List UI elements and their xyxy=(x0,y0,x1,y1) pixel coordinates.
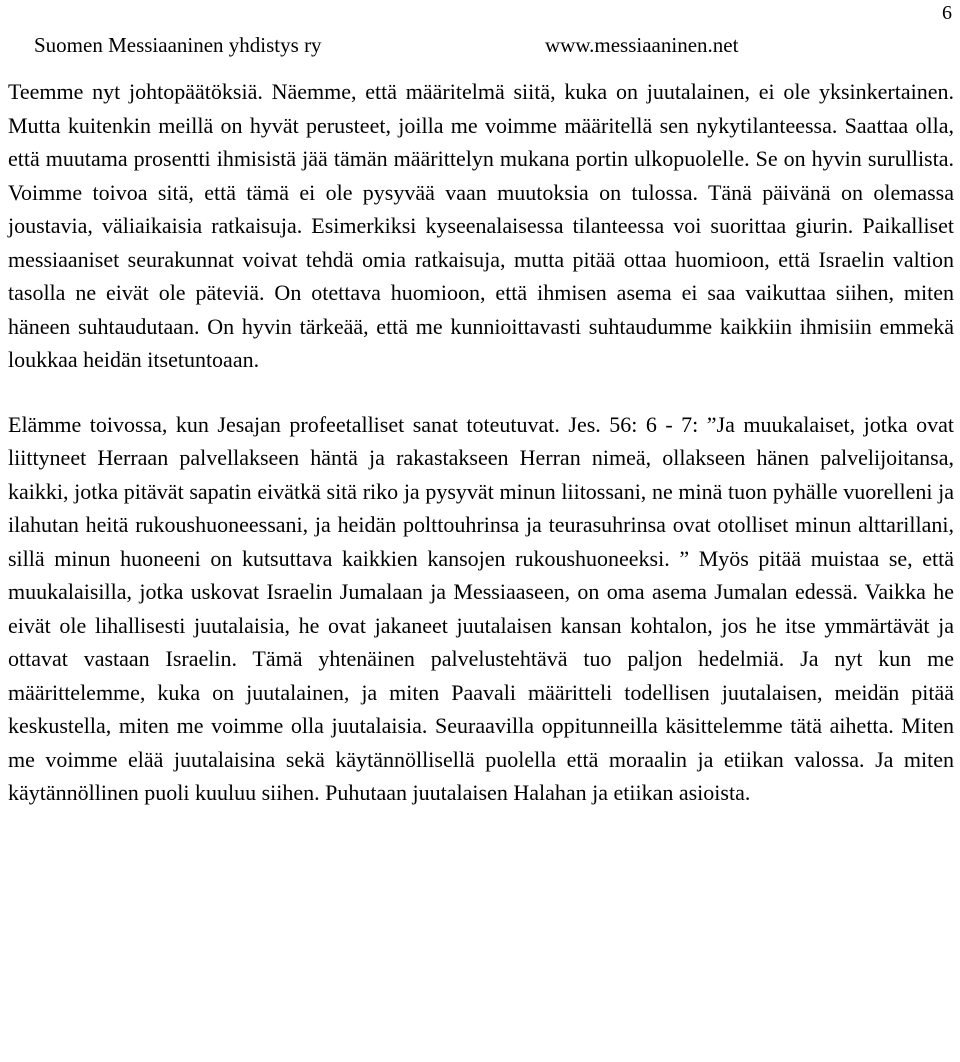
organization-name: Suomen Messiaaninen yhdistys ry xyxy=(34,33,322,57)
page-header xyxy=(34,2,952,59)
paragraph: Teemme nyt johtopäätöksiä. Näemme, että määritelmä siitä, kuka on juutalainen, ei ole yksinkertainen. Mutta kuitenkin meillä on hyvät perusteet, joilla me voimme määritellä sen nykytilanteessa. Saattaa olla, että muutama prosentti ihmisistä jää tämän määrittelyn mukana portin ulkopuolelle. Se on hyvin surullista. Voimme toivoa sitä, että tämä ei ole pysyvää vaan muutoksia on tulossa. Tänä päivänä on olemassa joustavia, väliaikaisia ratkaisuja. Esimerkiksi kyseenalaisessa tilanteessa voi suorittaa giurin. Paikalliset messiaaniset seurakunnat voivat tehdä omia ratkaisuja, mutta pitää ottaa huomioon, että Israelin valtion tasolla ne eivät ole päteviä. On otettava huomioon, että ihmisen asema ei saa vaikuttaa siihen, miten häneen suhtaudutaan. On hyvin tärkeää, että me kunnioittavasti suhtaudumme kaikkiin ihmisiin emmekä loukkaa heidän itsetuntoaan. xyxy=(8,79,954,372)
page-number: 6 xyxy=(942,2,952,24)
paragraph: Elämme toivossa, kun Jesajan profeetalliset sanat toteutuvat. Jes. 56: 6 - 7: ”Ja muukalaiset, jotka ovat liittyneet Herraan palvellakseen häntä ja rakastakseen Herran nimeä, ollakseen hänen palvelijoitansa, kaikki, jotka pitävät sapatin eivätkä sitä riko ja pysyvät minun liitossani, ne minä tuon pyhälle vuorelleni ja ilahutan heitä rukoushuoneessani, ja heidän polttouhrinsa ja teurasuhrinsa ovat otolliset minun alttarillani, sillä minun huoneeni on kutsuttava kaikkien kansojen rukoushuoneeksi. ” Myös pitää muistaa se, että muukalaisilla, jotka uskovat Israelin Jumalaan ja Messiaaseen, on oma asema Jumalan edessä. Vaikka he eivät ole lihallisesti juutalaisia, he ovat jakaneet juutalaisen kansan kohtalon, jos he itse ymmärtävät ja ottavat vastaan Israelin. Tämä yhtenäinen palvelustehtävä tuo paljon hedelmiä. Ja nyt kun me määrittelemme, kuka on juutalainen, ja miten Paavali määritteli todellisen juutalaisen, meidän pitää keskustella, miten me voimme olla juutalaisia. Seuraavilla oppitunneilla käsittelemme tätä aihetta. Miten me voimme elää juutalaisina sekä käytännöllisellä puolella että moraalin ja etiikan valossa. Ja miten käytännöllinen puoli kuuluu siihen. Puhutaan juutalaisen Halahan ja etiikan asioista. xyxy=(8,411,954,805)
website-url: www.messiaaninen.net xyxy=(545,33,739,57)
document-body xyxy=(8,75,954,810)
